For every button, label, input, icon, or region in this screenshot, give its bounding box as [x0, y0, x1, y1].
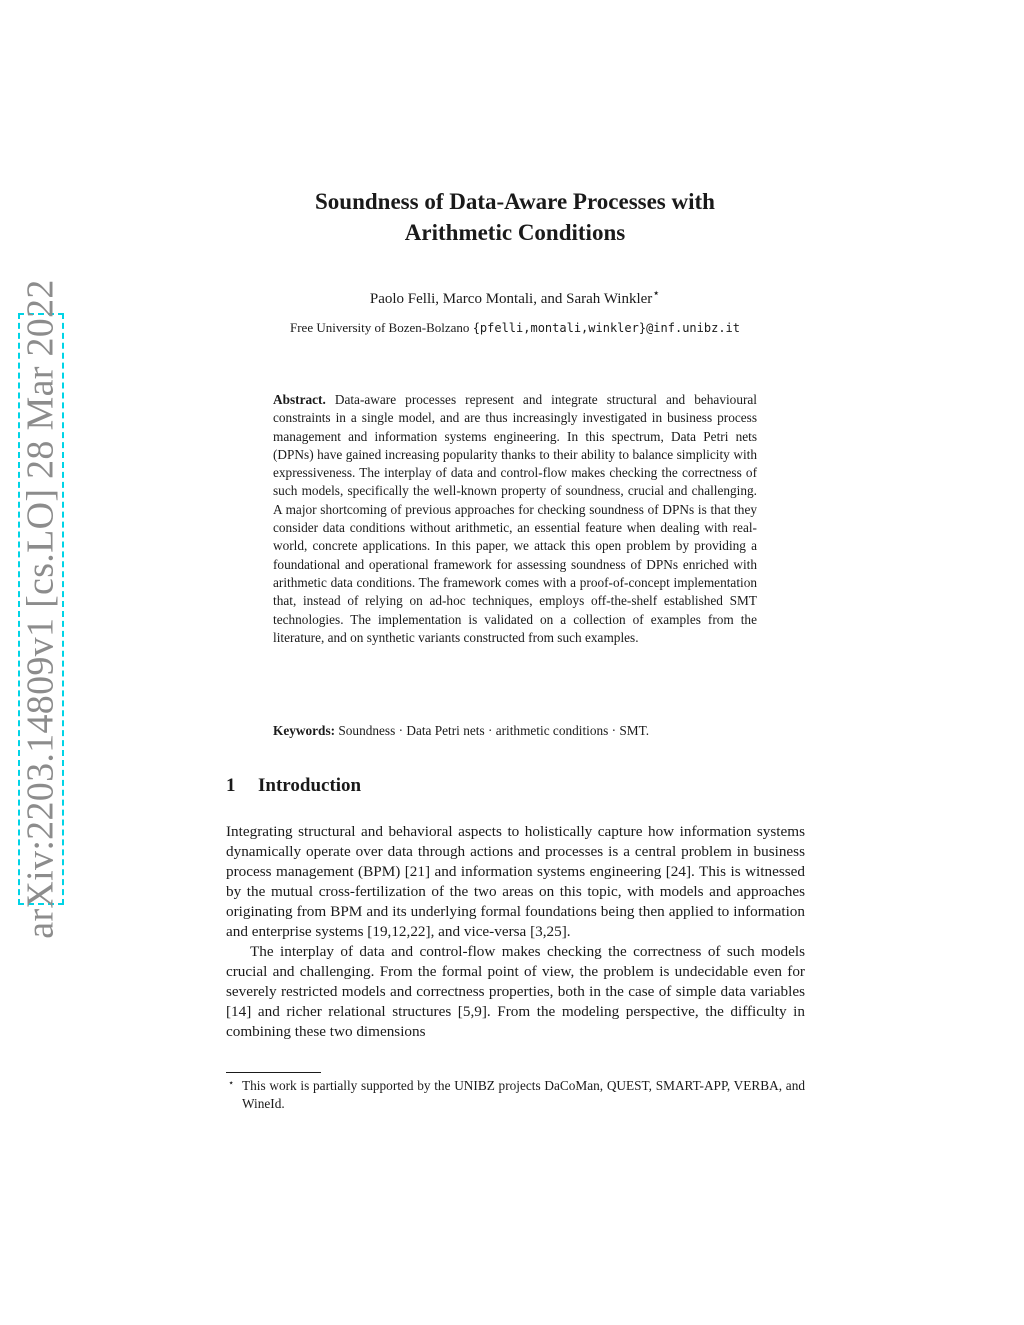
author-list: [240, 285, 790, 308]
affiliation-text: Free University of Bozen-Bolzano: [290, 320, 470, 335]
affiliation: [230, 320, 800, 336]
email-address: {pfelli,montali,winkler}@inf.unibz.it: [472, 321, 740, 335]
abstract: [273, 391, 757, 647]
footnote-rule: [226, 1072, 321, 1073]
section-number: 1: [226, 775, 236, 796]
section-heading: [226, 775, 361, 797]
section-title: Introduction: [258, 775, 362, 796]
introduction-body: [226, 822, 805, 1043]
arxiv-stamp-text: arXiv:2203.14809v1 [cs.LO] 28 Mar 2022: [20, 279, 62, 939]
paper-title: [240, 186, 790, 248]
paragraph-2: The interplay of data and control-flow makes checking the correctness of such models crucial and challenging. From the formal point of view, the problem is undecidable even for severely restricted models and correctness properties, both in the case of simple data variables [14] and richer relational structures [5,9]. From the modeling perspective, the difficulty in combining these two dimensions: [226, 943, 805, 1041]
arxiv-stamp: [18, 279, 64, 939]
title-line-1: Soundness of Data-Aware Processes with: [315, 189, 715, 214]
authors-text: Paolo Felli, Marco Montali, and Sarah Winkler: [369, 291, 653, 307]
keywords-text: Soundness · Data Petri nets · arithmetic conditions · SMT.: [338, 723, 650, 738]
abstract-label: Abstract.: [273, 392, 326, 407]
author-footnote-mark: ⋆: [652, 286, 661, 300]
title-line-2: Arithmetic Conditions: [404, 220, 626, 245]
paragraph-1: Integrating structural and behavioral aspects to holistically capture how information systems dynamically operate over data through actions and processes is a central problem in business process management (BPM) [21] and information systems engineering [24]. This is witnessed by the mutual cross-fertilization of the two areas on this topic, with models and approaches originating from BPM and its underlying formal foundations being then applied to information and enterprise systems [19,12,22], and vice-versa [3,25].: [226, 823, 805, 941]
footnote-mark: ⋆: [228, 1078, 235, 1089]
keywords-label: Keywords:: [273, 723, 336, 738]
abstract-text: Data-aware processes represent and integrate structural and behavioural constraints in a single model, and are thus increasingly investigated in business process management and information systems engineering. In this spectrum, Data Petri nets (DPNs) have gained increasing popularity thanks to their ability to balance simplicity with expressiveness. The interplay of data and control-flow makes checking the correctness of such models, specifically the well-known property of soundness, crucial and challenging. A major shortcoming of previous approaches for checking soundness of DPNs is that they consider data conditions without arithmetic, an essential feature when dealing with real-world, concrete applications. In this paper, we attack this open problem by providing a foundational and operational framework for assessing soundness of DPNs enriched with arithmetic data conditions. The framework comes with a proof-of-concept implementation that, instead of relying on ad-hoc techniques, employs off-the-shelf established SMT technologies. The implementation is validated on a collection of examples from the literature, and on synthetic variants constructed from such examples.: [273, 392, 757, 645]
footnote: [226, 1077, 805, 1113]
footnote-text: This work is partially supported by the UNIBZ projects DaCoMan, QUEST, SMART-APP, VERBA, and WineId.: [242, 1078, 805, 1111]
keywords: [273, 722, 757, 740]
